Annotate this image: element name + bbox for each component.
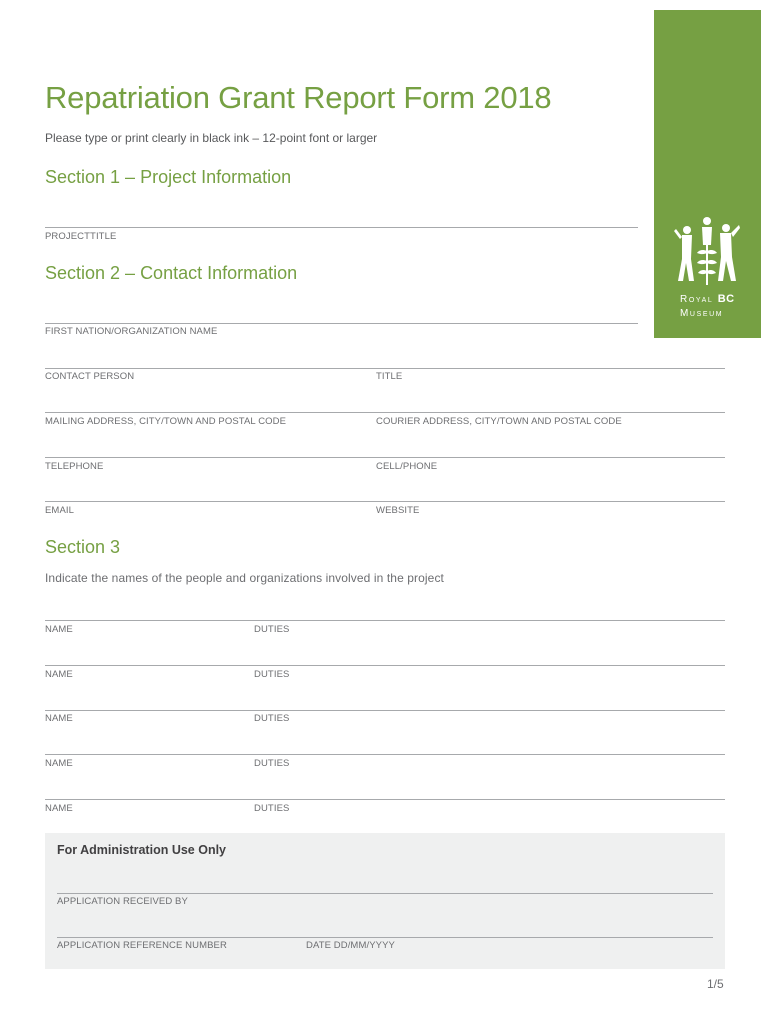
participant-row-field[interactable] — [45, 665, 725, 666]
reference-number-label: APPLICATION REFERENCE NUMBER — [57, 940, 227, 951]
section3-heading: Section 3 — [45, 537, 121, 557]
duties-label: DUTIES — [254, 713, 290, 724]
email-label: EMAIL — [45, 505, 75, 516]
website-label: WEBSITE — [376, 505, 420, 516]
participant-row-field[interactable] — [45, 620, 725, 621]
section3-instruction: Indicate the names of the people and organizations involved in the project — [45, 571, 444, 585]
section2-heading: Section 2 – Contact Information — [45, 263, 298, 283]
email-row-field[interactable] — [45, 501, 725, 502]
participant-row-field[interactable] — [45, 799, 725, 800]
admin-use-box — [45, 833, 725, 969]
royal-bc-museum-figures-icon — [674, 215, 740, 287]
phone-row-field[interactable] — [45, 457, 725, 458]
reference-row-field[interactable] — [57, 937, 713, 938]
participant-row-field[interactable] — [45, 754, 725, 755]
form-subtitle: Please type or print clearly in black ink – 12-point font or larger — [45, 131, 378, 145]
duties-label: DUTIES — [254, 624, 290, 635]
name-label: NAME — [45, 803, 73, 814]
duties-label: DUTIES — [254, 758, 290, 769]
name-label: NAME — [45, 624, 73, 635]
project-title-field[interactable] — [45, 227, 638, 228]
title-label: TITLE — [376, 371, 403, 382]
name-label: NAME — [45, 669, 73, 680]
date-label: DATE DD/MM/YYYY — [306, 940, 395, 951]
project-title-label: PROJECTTITLE — [45, 231, 117, 242]
duties-label: DUTIES — [254, 803, 290, 814]
received-by-label: APPLICATION RECEIVED BY — [57, 896, 188, 907]
received-by-field[interactable] — [57, 893, 713, 894]
page-number: 1/5 — [707, 977, 724, 991]
first-nation-field[interactable] — [45, 323, 638, 324]
first-nation-label: FIRST NATION/ORGANIZATION NAME — [45, 326, 218, 337]
duties-label: DUTIES — [254, 669, 290, 680]
address-row-field[interactable] — [45, 412, 725, 413]
courier-address-label: COURIER ADDRESS, CITY/TOWN AND POSTAL CODE — [376, 416, 622, 427]
logo-royal-text: Royal — [680, 294, 714, 305]
telephone-label: TELEPHONE — [45, 461, 104, 472]
name-label: NAME — [45, 713, 73, 724]
logo-bc-text: BC — [717, 293, 735, 305]
form-title: Repatriation Grant Report Form 2018 — [45, 80, 552, 115]
contact-person-label: CONTACT PERSON — [45, 371, 135, 382]
name-label: NAME — [45, 758, 73, 769]
mailing-address-label: MAILING ADDRESS, CITY/TOWN AND POSTAL CODE — [45, 416, 287, 427]
admin-heading: For Administration Use Only — [57, 843, 227, 857]
logo-museum-text: Museum — [680, 308, 724, 319]
royal-bc-museum-logo — [654, 10, 761, 338]
logo-wordmark — [680, 292, 734, 321]
cell-phone-label: CELL/PHONE — [376, 461, 438, 472]
participant-row-field[interactable] — [45, 710, 725, 711]
section1-heading: Section 1 – Project Information — [45, 167, 292, 187]
contact-row-field[interactable] — [45, 368, 725, 369]
